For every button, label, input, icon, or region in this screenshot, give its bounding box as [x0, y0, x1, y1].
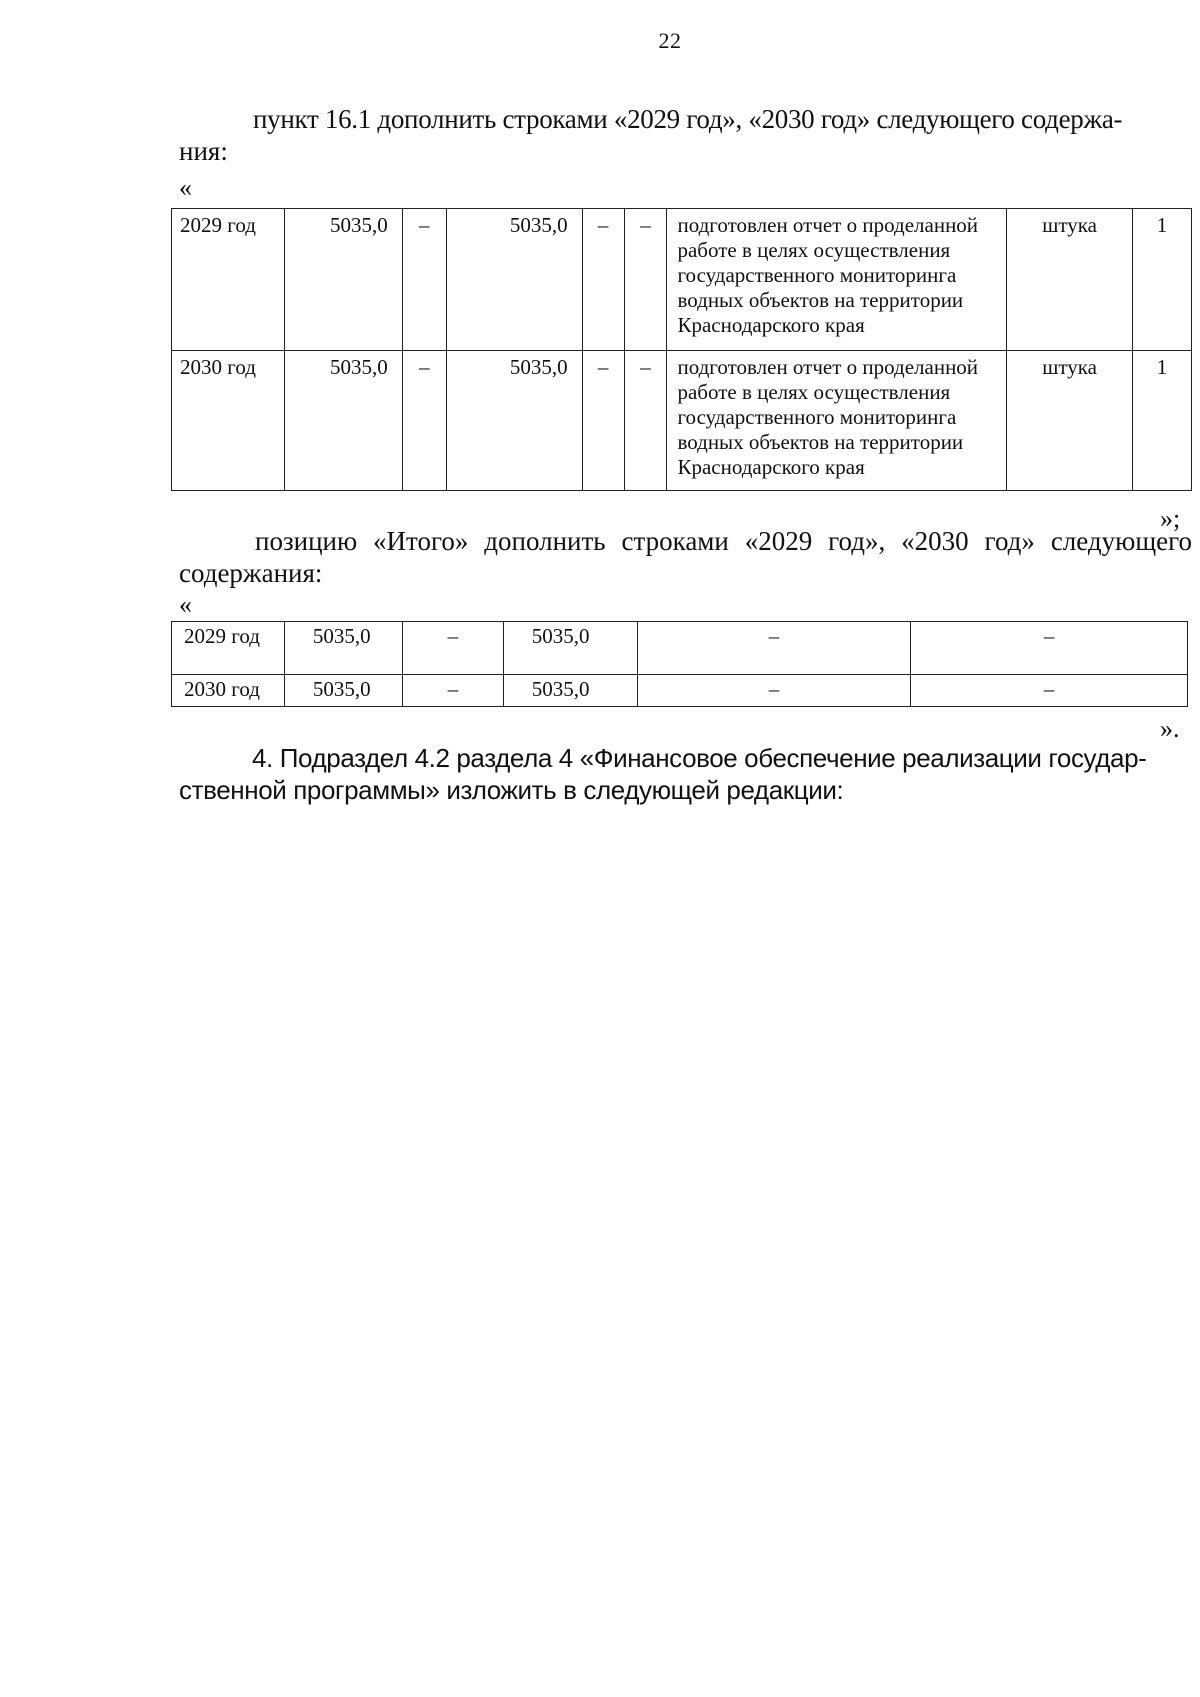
- open-quote: «: [179, 173, 192, 202]
- result-description-cell: подготовлен отчет о проделанной работе в целях осуществления государственного мониторинга водных объектов на территории Краснодарского края: [667, 209, 1007, 351]
- table-row: [172, 622, 1188, 675]
- table-row: [172, 351, 1192, 491]
- extrabudget-cell: –: [911, 622, 1188, 675]
- table-row: [172, 675, 1188, 707]
- total-cell: 5035,0: [284, 209, 402, 351]
- page-number: 22: [658, 28, 682, 53]
- value-cell: 1: [1133, 209, 1192, 351]
- result-description-cell: подготовлен отчет о проделанной работе в целях осуществления государственного мониторинга водных объектов на территории Краснодарского края: [667, 351, 1007, 491]
- regional-cell: 5035,0: [503, 675, 637, 707]
- paragraph-line: содержания:: [179, 558, 323, 588]
- regional-cell: 5035,0: [446, 351, 582, 491]
- federal-cell: –: [402, 351, 446, 491]
- federal-cell: –: [402, 675, 503, 707]
- year-cell: 2029 год: [172, 622, 285, 675]
- local-cell: –: [582, 351, 624, 491]
- close-quote: ».: [1160, 714, 1180, 743]
- federal-cell: –: [402, 209, 446, 351]
- paragraph-line: пункт 16.1 дополнить строками «2029 год», «2030 год» следующего содержа-: [253, 104, 1123, 134]
- total-cell: 5035,0: [284, 622, 402, 675]
- paragraph-amend-total: [179, 525, 1192, 589]
- extrabudget-cell: –: [624, 351, 667, 491]
- open-quote: «: [179, 590, 192, 619]
- table-row: [172, 209, 1192, 351]
- total-rows-table: [171, 621, 1188, 707]
- local-cell: –: [637, 675, 911, 707]
- unit-cell: штука: [1007, 351, 1133, 491]
- regional-cell: 5035,0: [503, 622, 637, 675]
- unit-cell: штука: [1007, 209, 1133, 351]
- close-quote: »;: [1160, 504, 1181, 533]
- regional-cell: 5035,0: [446, 209, 582, 351]
- paragraph-line: ственной программы» изложить в следующей редакции:: [179, 775, 844, 805]
- year-cell: 2029 год: [172, 209, 285, 351]
- paragraph-line: ния:: [179, 136, 228, 166]
- paragraph-line: 4. Подраздел 4.2 раздела 4 «Финансовое обеспечение реализации государ-: [252, 743, 1147, 773]
- value-cell: 1: [1133, 351, 1192, 491]
- year-cell: 2030 год: [172, 351, 285, 491]
- year-cell: 2030 год: [172, 675, 285, 707]
- item-16-1-rows-table: [171, 208, 1192, 491]
- local-cell: –: [582, 209, 624, 351]
- extrabudget-cell: –: [624, 209, 667, 351]
- paragraph-line: позицию «Итого» дополнить строками «2029 год», «2030 год» следующего: [255, 526, 1192, 556]
- total-cell: 5035,0: [284, 351, 402, 491]
- extrabudget-cell: –: [911, 675, 1188, 707]
- paragraph-subsection-4-2: [179, 742, 1192, 806]
- local-cell: –: [637, 622, 911, 675]
- paragraph-amend-item-16-1: [179, 103, 1192, 167]
- total-cell: 5035,0: [284, 675, 402, 707]
- federal-cell: –: [402, 622, 503, 675]
